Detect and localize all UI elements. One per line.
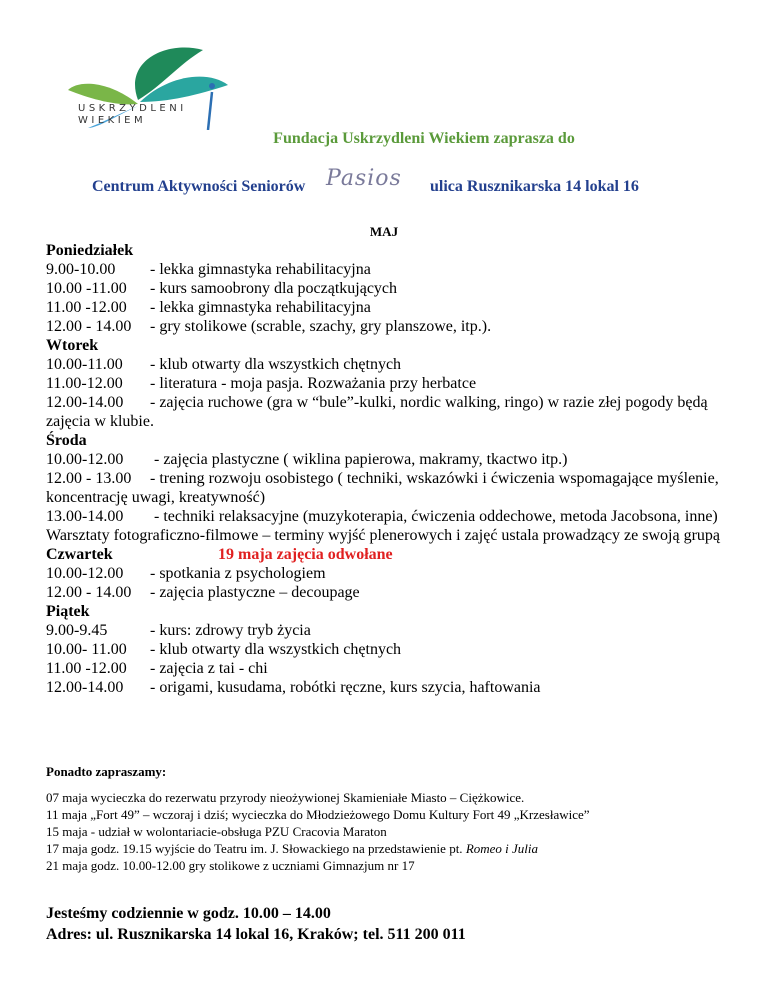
schedule-row: 12.00 - 14.00 - gry stolikowe (scrable, szachy, gry planszowe, itp.).: [46, 318, 492, 335]
day-monday: Poniedziałek: [46, 242, 134, 259]
schedule-row: 12.00-14.00 - zajęcia ruchowe (gra w “bule”-kulki, nordic walking, ringo) w razie złej pogody będą zajęcia w klubie.: [46, 394, 708, 430]
schedule-row: 10.00-12.00 - spotkania z psychologiem: [46, 565, 326, 582]
schedule-row: 13.00-14.00 - techniki relaksacyjne (muzykoterapia, ćwiczenia oddechowe, metoda Jacobsona, inne): [46, 508, 718, 525]
schedule-row: 12.00 - 13.00 - trening rozwoju osobistego ( techniki, wskazówki i ćwiczenia wspomagające myślenie, koncentrację uwagi, kreatywność): [46, 470, 719, 506]
schedule-row: 12.00-14.00 - origami, kusudama, robótki ręczne, kurs szycia, haftowania: [46, 679, 541, 696]
logo-text-line1: USKRZYDLENI: [78, 103, 187, 114]
schedule-row: 10.00-11.00 - klub otwarty dla wszystkich chętnych: [46, 356, 402, 373]
day-friday: Piątek: [46, 603, 90, 620]
event-item: 17 maja godz. 19.15 wyjście do Teatru im. J. Słowackiego na przedstawienie pt. Romeo i Julia: [46, 841, 539, 856]
schedule-row: 11.00 -12.00 - lekka gimnastyka rehabilitacyjna: [46, 299, 371, 316]
play-title: Romeo i Julia: [465, 841, 539, 856]
workshop-note: Warsztaty fotograficzno-filmowe – terminy wyjść plenerowych i zajęć ustala prowadzący ze swoją grupą: [46, 527, 720, 544]
cancellation-notice: 19 maja zajęcia odwołane: [218, 546, 393, 563]
month-title: MAJ: [369, 224, 399, 239]
schedule-row: 9.00-9.45 - kurs: zdrowy tryb życia: [46, 622, 311, 639]
schedule-row: 10.00 -11.00 - kurs samoobrony dla początkujących: [46, 280, 398, 297]
extra-heading: Ponadto zapraszamy:: [46, 764, 167, 779]
day-thursday: [46, 545, 746, 564]
schedule-row: 12.00 - 14.00 - zajęcia plastyczne – decoupage: [46, 584, 360, 601]
schedule-row: 11.00 -12.00 - zajęcia z tai - chi: [46, 660, 268, 677]
day-tuesday: Wtorek: [46, 337, 99, 354]
event-item: 07 maja wycieczka do rezerwatu przyrody nieożywionej Skamieniałe Miasto – Ciężkowice.: [46, 790, 525, 805]
event-item: 21 maja godz. 10.00-12.00 gry stolikowe z uczniami Gimnazjum nr 17: [46, 858, 415, 873]
schedule-row: 10.00- 11.00 - klub otwarty dla wszystkich chętnych: [46, 641, 402, 658]
footer: [46, 903, 466, 945]
event-item: 15 maja - udział w wolontariacie-obsługa PZU Cracovia Maraton: [46, 824, 387, 839]
day-wednesday: Środa: [46, 432, 87, 449]
center-name: Centrum Aktywności Seniorów: [92, 178, 306, 195]
schedule-row: 9.00-10.00 - lekka gimnastyka rehabilitacyjna: [46, 261, 371, 278]
center-address: ulica Rusznikarska 14 lokal 16: [430, 178, 639, 195]
weekly-schedule: [46, 241, 746, 697]
contact-address: Adres: ul. Rusznikarska 14 lokal 16, Kraków; tel. 511 200 011: [46, 926, 466, 943]
invite-heading: [0, 130, 768, 148]
event-item: 11 maja „Fort 49” – wczoraj i dziś; wycieczka do Młodzieżowego Domu Kultury Fort 49 „Krzesławice”: [46, 807, 590, 822]
day-thursday-label: Czwartek: [46, 546, 113, 563]
invite-text: Fundacja Uskrzydleni Wiekiem zaprasza do: [273, 130, 575, 147]
pasios-logo: Pasios: [326, 166, 402, 191]
schedule-row: 10.00-12.00 - zajęcia plastyczne ( wiklina papierowa, makramy, tkactwo itp.): [46, 451, 568, 468]
logo-text-line2: WIEKIEM: [78, 115, 147, 126]
opening-hours: Jesteśmy codziennie w godz. 10.00 – 14.00: [46, 905, 331, 922]
event-list: [46, 789, 590, 874]
schedule-row: 11.00-12.00 - literatura - moja pasja. Rozważania przy herbatce: [46, 375, 477, 392]
